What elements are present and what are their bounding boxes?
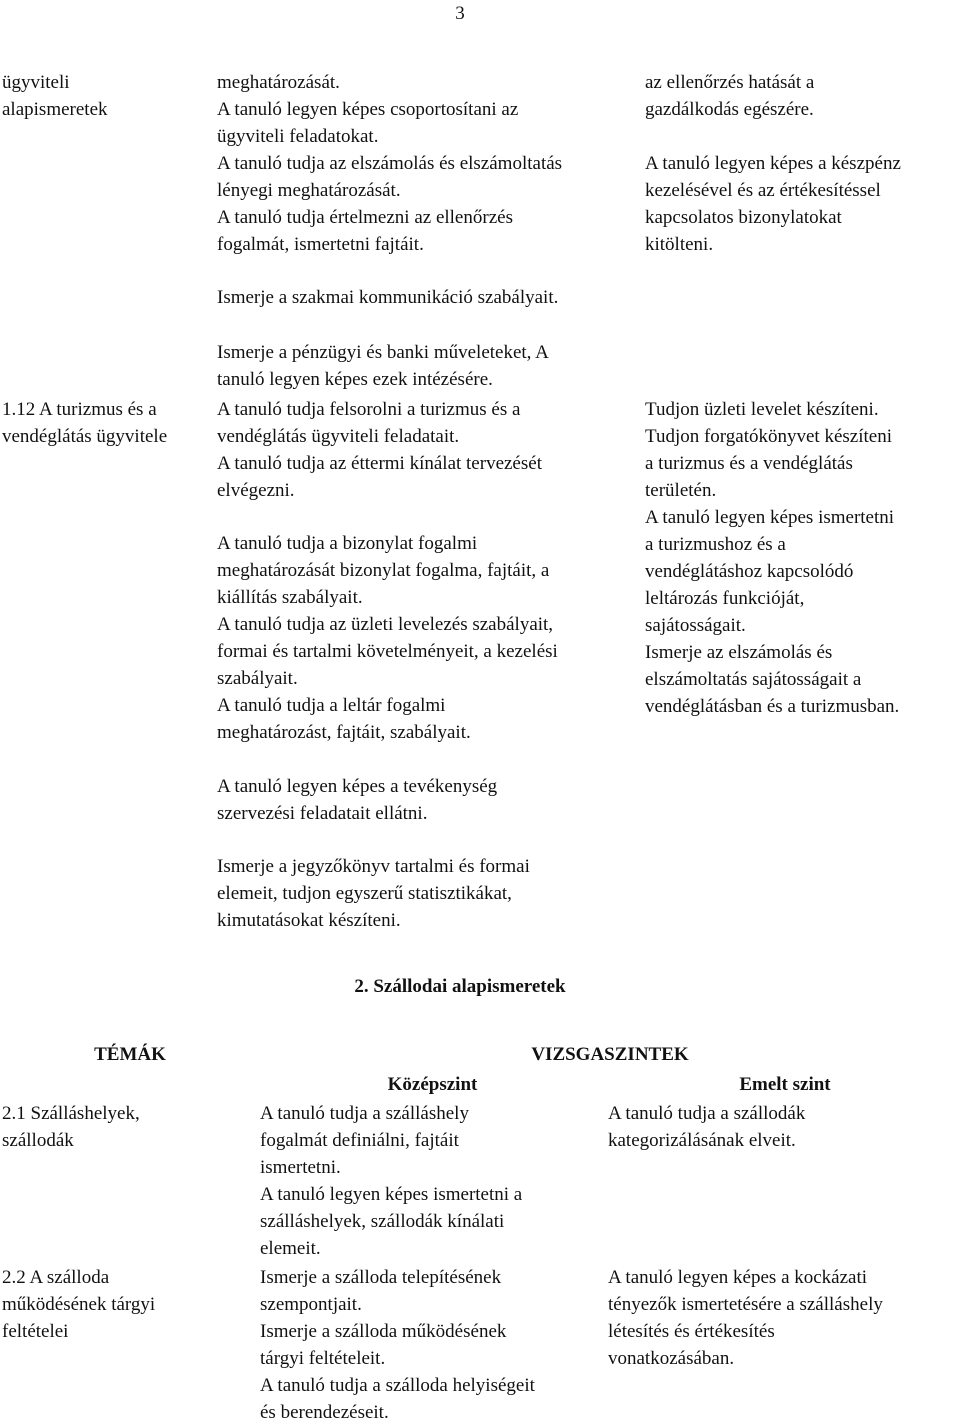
requirement-line: szálláshelyek, szállodák kínálati xyxy=(260,1211,505,1232)
advanced-level-accommodations xyxy=(608,1100,805,1154)
requirement-line: a turizmushoz és a xyxy=(645,534,786,555)
requirement-line: Ismerje a szálloda telepítésének xyxy=(260,1267,502,1288)
requirement-line: elemeit. xyxy=(260,1238,321,1259)
topic-line: szállodák xyxy=(2,1130,74,1151)
requirement-line: meghatározást, fajtáit, szabályait. xyxy=(217,722,471,743)
topic-line: vendéglátás ügyvitele xyxy=(2,426,168,447)
mid-level-tourism-block-4 xyxy=(217,853,530,934)
requirement-line: Ismerje a szakmai kommunikáció szabályait. xyxy=(217,287,559,308)
requirement-line: Tudjon üzleti levelet készíteni. xyxy=(645,399,879,420)
advanced-level-requirements-1a xyxy=(645,69,814,123)
requirement-line: szervezési feladatait ellátni. xyxy=(217,803,428,824)
requirement-line: elszámoltatás sajátosságait a xyxy=(645,669,862,690)
requirement-line: formai és tartalmi követelményeit, a kezelési xyxy=(217,641,558,662)
requirement-line: lényegi meghatározását. xyxy=(217,180,401,201)
topic-line: alapismeretek xyxy=(2,99,108,120)
requirement-line: kezelésével és az értékesítéssel xyxy=(645,180,881,201)
requirement-line: és berendezéseit. xyxy=(260,1402,389,1423)
topic-business-basics xyxy=(2,69,108,123)
requirement-line: Ismerje a pénzügyi és banki műveleteket, A xyxy=(217,342,549,363)
requirement-line: kategorizálásának elveit. xyxy=(608,1130,796,1151)
requirement-line: A tanuló tudja a szálláshely xyxy=(260,1103,469,1124)
header-advanced-level: Emelt szint xyxy=(739,1074,831,1095)
mid-level-tourism-block-1 xyxy=(217,396,542,504)
requirement-line: kimutatásokat készíteni. xyxy=(217,910,401,931)
header-topics: TÉMÁK xyxy=(94,1044,166,1065)
requirement-line: vendéglátás ügyviteli feladatait. xyxy=(217,426,460,447)
requirement-line: Ismerje az elszámolás és xyxy=(645,642,833,663)
topic-hotel-facilities xyxy=(2,1264,155,1345)
requirement-line: A tanuló tudja az éttermi kínálat tervezését xyxy=(217,453,542,474)
requirement-line: meghatározását bizonylat fogalma, fajtáit, a xyxy=(217,560,550,581)
requirement-line: szempontjait. xyxy=(260,1294,362,1315)
requirement-line: Ismerje a szálloda működésének xyxy=(260,1321,507,1342)
requirement-line: meghatározását. xyxy=(217,72,340,93)
mid-level-tourism-block-2 xyxy=(217,530,558,746)
section-title: 2. Szállodai alapismeretek xyxy=(354,976,566,997)
requirement-line: vendéglátáshoz kapcsolódó xyxy=(645,561,854,582)
requirement-line: A tanuló tudja az üzleti levelezés szabályait, xyxy=(217,614,554,635)
requirement-line: A tanuló legyen képes csoportosítani az xyxy=(217,99,519,120)
topic-line: működésének tárgyi xyxy=(2,1294,156,1315)
mid-level-finance xyxy=(217,339,549,393)
requirement-line: fogalmát definiálni, fajtáit xyxy=(260,1130,459,1151)
requirement-line: A tanuló tudja felsorolni a turizmus és a xyxy=(217,399,521,420)
requirement-line: A tanuló legyen képes a tevékenység xyxy=(217,776,498,797)
requirement-line: A tanuló tudja a bizonylat fogalmi xyxy=(217,533,478,554)
topic-line: ügyviteli xyxy=(2,72,70,93)
header-mid-level: Középszint xyxy=(387,1074,478,1095)
topic-tourism-hospitality xyxy=(2,396,167,450)
requirement-line: A tanuló legyen képes ismertetni xyxy=(645,507,895,528)
mid-level-requirements-1 xyxy=(217,69,562,258)
requirement-line: vonatkozásában. xyxy=(608,1348,735,1369)
header-exam-levels: VIZSGASZINTEK xyxy=(531,1044,689,1065)
requirement-line: szabályait. xyxy=(217,668,298,689)
advanced-level-hotel-facilities xyxy=(608,1264,883,1372)
requirement-line: tényezők ismertetésére a szálláshely xyxy=(608,1294,883,1315)
mid-level-accommodations xyxy=(260,1100,522,1262)
requirement-line: az ellenőrzés hatását a xyxy=(645,72,815,93)
page-number: 3 xyxy=(455,3,465,24)
requirement-line: A tanuló legyen képes ismertetni a xyxy=(260,1184,523,1205)
topic-line: 2.2 A szálloda xyxy=(2,1267,110,1288)
requirement-line: létesítés és értékesítés xyxy=(608,1321,775,1342)
requirement-line: A tanuló tudja az elszámolás és elszámoltatás xyxy=(217,153,563,174)
requirement-line: területén. xyxy=(645,480,717,501)
requirement-line: tárgyi feltételeit. xyxy=(260,1348,386,1369)
mid-level-communication xyxy=(217,284,558,311)
requirement-line: kitölteni. xyxy=(645,234,714,255)
requirement-line: elvégezni. xyxy=(217,480,295,501)
requirement-line: ismertetni. xyxy=(260,1157,341,1178)
requirement-line: Ismerje a jegyzőkönyv tartalmi és formai xyxy=(217,856,530,877)
mid-level-hotel-facilities xyxy=(260,1264,535,1426)
topic-line: 2.1 Szálláshelyek, xyxy=(2,1103,140,1124)
requirement-line: ügyviteli feladatokat. xyxy=(217,126,379,147)
requirement-line: kiállítás szabályait. xyxy=(217,587,363,608)
requirement-line: kapcsolatos bizonylatokat xyxy=(645,207,842,228)
requirement-line: Tudjon forgatókönyvet készíteni xyxy=(645,426,892,447)
requirement-line: a turizmus és a vendéglátás xyxy=(645,453,853,474)
topic-line: feltételei xyxy=(2,1321,69,1342)
requirement-line: A tanuló tudja értelmezni az ellenőrzés xyxy=(217,207,513,228)
advanced-level-requirements-1b xyxy=(645,150,901,258)
requirement-line: leltározás funkcióját, xyxy=(645,588,805,609)
topic-line: 1.12 A turizmus és a xyxy=(2,399,157,420)
topic-accommodations xyxy=(2,1100,140,1154)
requirement-line: tanuló legyen képes ezek intézésére. xyxy=(217,369,493,390)
requirement-line: A tanuló legyen képes a készpénz xyxy=(645,153,901,174)
requirement-line: A tanuló tudja a szálloda helyiségeit xyxy=(260,1375,535,1396)
mid-level-tourism-block-3 xyxy=(217,773,497,827)
requirement-line: A tanuló legyen képes a kockázati xyxy=(608,1267,868,1288)
advanced-level-tourism xyxy=(645,396,899,720)
requirement-line: elemeit, tudjon egyszerű statisztikákat, xyxy=(217,883,512,904)
requirement-line: A tanuló tudja a szállodák xyxy=(608,1103,806,1124)
requirement-line: gazdálkodás egészére. xyxy=(645,99,814,120)
requirement-line: sajátosságait. xyxy=(645,615,746,636)
requirement-line: vendéglátásban és a turizmusban. xyxy=(645,696,900,717)
requirement-line: A tanuló tudja a leltár fogalmi xyxy=(217,695,446,716)
requirement-line: fogalmát, ismertetni fajtáit. xyxy=(217,234,424,255)
